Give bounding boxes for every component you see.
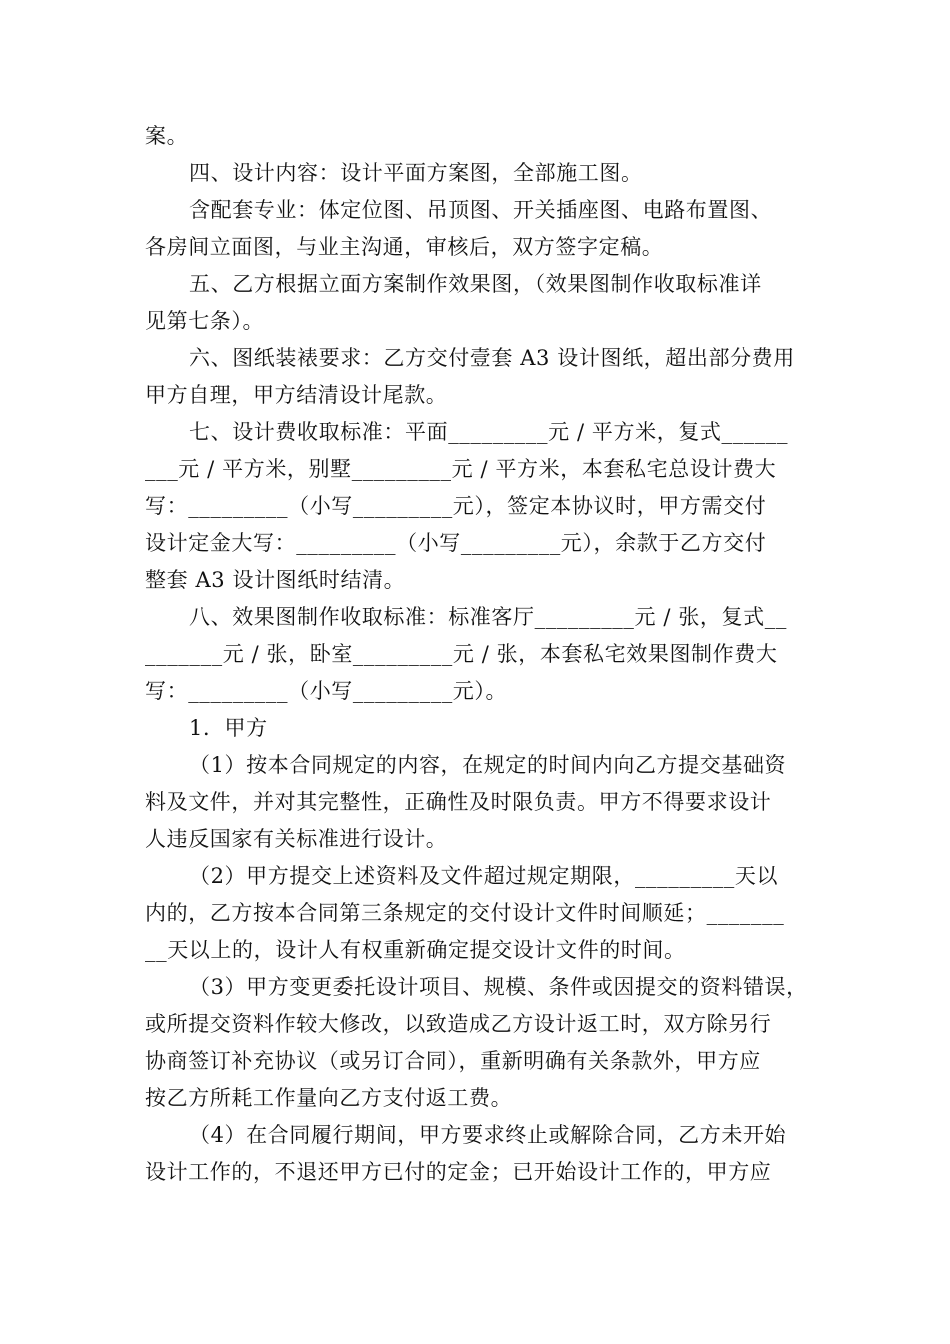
text-line: 甲方自理，甲方结清设计尾款。 bbox=[145, 383, 448, 407]
text-line: 写：_________（小写_________元）。 bbox=[145, 679, 508, 703]
text-line: 设计工作的，不退还甲方已付的定金；已开始设计工作的，甲方应 bbox=[145, 1160, 772, 1184]
text-line: 设计定金大写：_________（小写_________元），余款于乙方交付 bbox=[145, 531, 767, 555]
text-line: （4）在合同履行期间，甲方要求终止或解除合同，乙方未开始 bbox=[189, 1123, 787, 1147]
text-line: 含配套专业：体定位图、吊顶图、开关插座图、电路布置图、 bbox=[189, 198, 773, 222]
text-line: 1．甲方 bbox=[189, 716, 268, 740]
text-line: 案。 bbox=[145, 124, 189, 148]
text-line: 或所提交资料作较大修改，以致造成乙方设计返工时，双方除另行 bbox=[145, 1012, 772, 1036]
text-line: 四、设计内容：设计平面方案图，全部施工图。 bbox=[189, 161, 643, 185]
text-line: 见第七条）。 bbox=[145, 309, 265, 333]
text-line: ___元 / 平方米，别墅_________元 / 平方米，本套私宅总设计费大 bbox=[145, 457, 777, 481]
document-body bbox=[145, 118, 817, 1191]
text-line: （2）甲方提交上述资料及文件超过规定期限，_________天以 bbox=[189, 864, 779, 888]
text-line: （1）按本合同规定的内容，在规定的时间内向乙方提交基础资 bbox=[189, 753, 787, 777]
text-line: 内的，乙方按本合同第三条规定的交付设计文件时间顺延；_______ bbox=[145, 901, 785, 925]
text-line: （3）甲方变更委托设计项目、规模、条件或因提交的资料错误， bbox=[189, 975, 808, 999]
text-line: 五、乙方根据立面方案制作效果图，（效果图制作收取标准详 bbox=[189, 272, 762, 296]
text-line: 七、设计费收取标准：平面_________元 / 平方米，复式______ bbox=[189, 420, 789, 444]
text-line: 协商签订补充协议（或另订合同），重新明确有关条款外，甲方应 bbox=[145, 1049, 761, 1073]
text-line: 料及文件，并对其完整性，正确性及时限负责。甲方不得要求设计 bbox=[145, 790, 772, 814]
text-line: 按乙方所耗工作量向乙方支付返工费。 bbox=[145, 1086, 513, 1110]
text-line: 六、图纸装裱要求：乙方交付壹套 A3 设计图纸，超出部分费用 bbox=[189, 346, 795, 370]
text-line: _______元 / 张，卧室_________元 / 张，本套私宅效果图制作费大 bbox=[145, 642, 778, 666]
text-line: 人违反国家有关标准进行设计。 bbox=[145, 827, 448, 851]
text-line: 各房间立面图，与业主沟通，审核后，双方签字定稿。 bbox=[145, 235, 664, 259]
text-line: 整套 A3 设计图纸时结清。 bbox=[145, 568, 406, 592]
text-line: 八、效果图制作收取标准：标准客厅_________元 / 张，复式__ bbox=[189, 605, 787, 629]
text-line: __天以上的，设计人有权重新确定提交设计文件的时间。 bbox=[145, 938, 686, 962]
text-line: 写：_________（小写_________元），签定本协议时，甲方需交付 bbox=[145, 494, 767, 518]
